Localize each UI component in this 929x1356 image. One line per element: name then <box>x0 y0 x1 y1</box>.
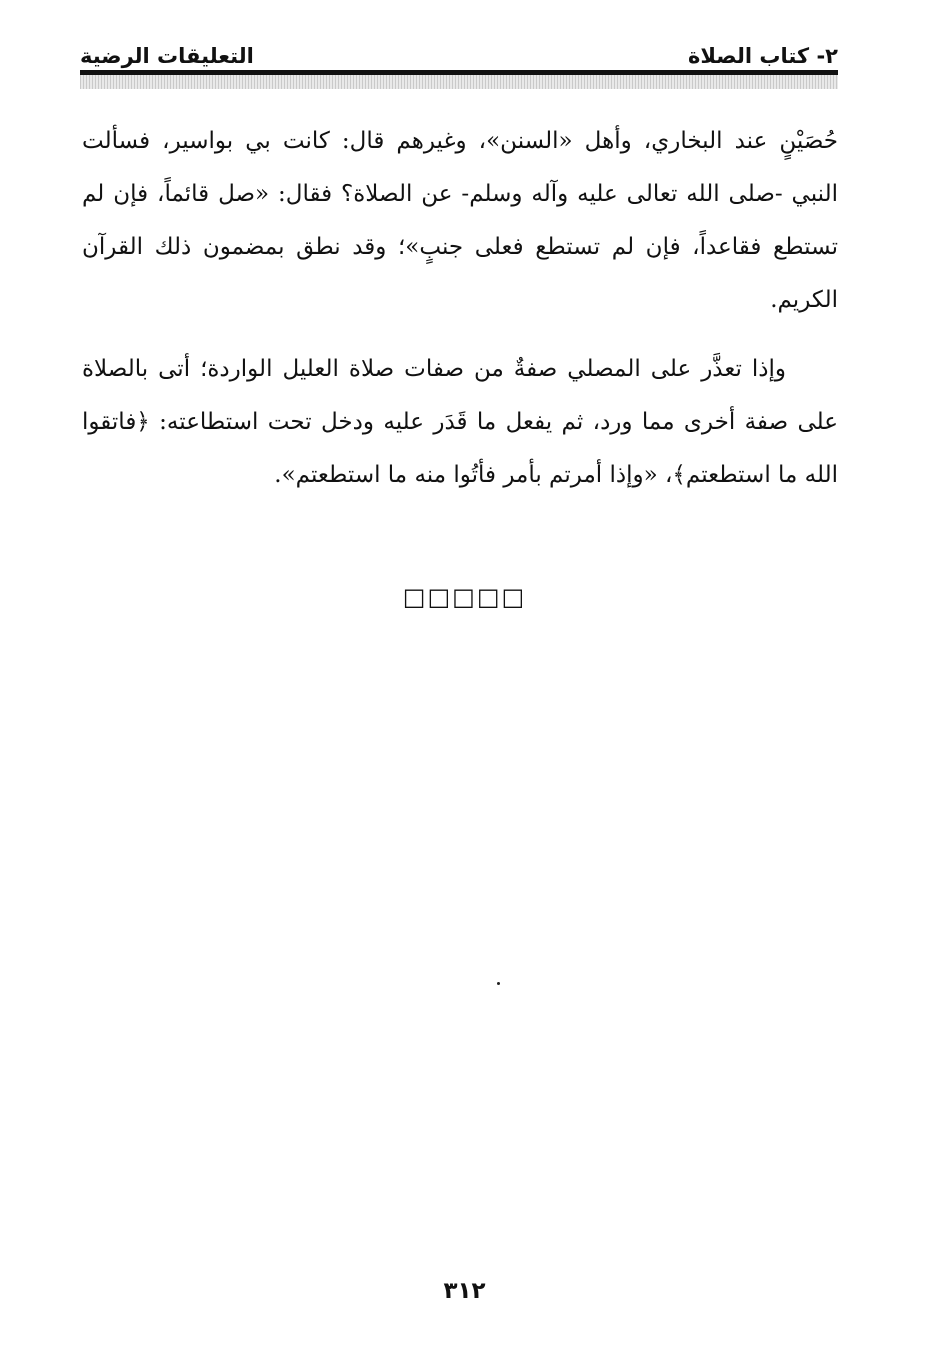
running-header <box>80 30 838 68</box>
book-title: التعليقات الرضية <box>80 44 254 68</box>
page-number: ٣١٢ <box>443 1278 486 1304</box>
paragraph-1-text: حُصَيْنٍ عند البخاري، وأهل «السنن»، وغيرهم قال: كانت بي بواسير، فسألت النبي -صلى الله تعالى عليه وآله وسلم- عن الصلاة؟ فقال: «صل قائماً، فإن لم تستطع فقاعداً، فإن لم تستطع فعلى جنبٍ»؛ وقد نطق بمضمون ذلك القرآن الكريم. <box>82 128 838 313</box>
chapter-title: ٢- كتاب الصلاة <box>687 44 838 68</box>
paragraph-2-text: وإذا تعذَّر على المصلي صفةٌ من صفات صلاة العليل الواردة؛ أتى بالصلاة على صفة أخرى مما ورد، ثم يفعل ما قَدَر عليه ودخل تحت استطاعته: ﴿فاتقوا الله ما استطعتم﴾، «وإذا أمرتم بأمر فأتُوا منه ما استطعتم». <box>82 356 838 488</box>
header-rule-shading <box>80 75 838 89</box>
paragraph-1 <box>82 115 838 327</box>
section-separator: □□□□□ <box>402 583 527 611</box>
paragraph-2 <box>82 343 838 502</box>
print-speck <box>497 982 500 985</box>
